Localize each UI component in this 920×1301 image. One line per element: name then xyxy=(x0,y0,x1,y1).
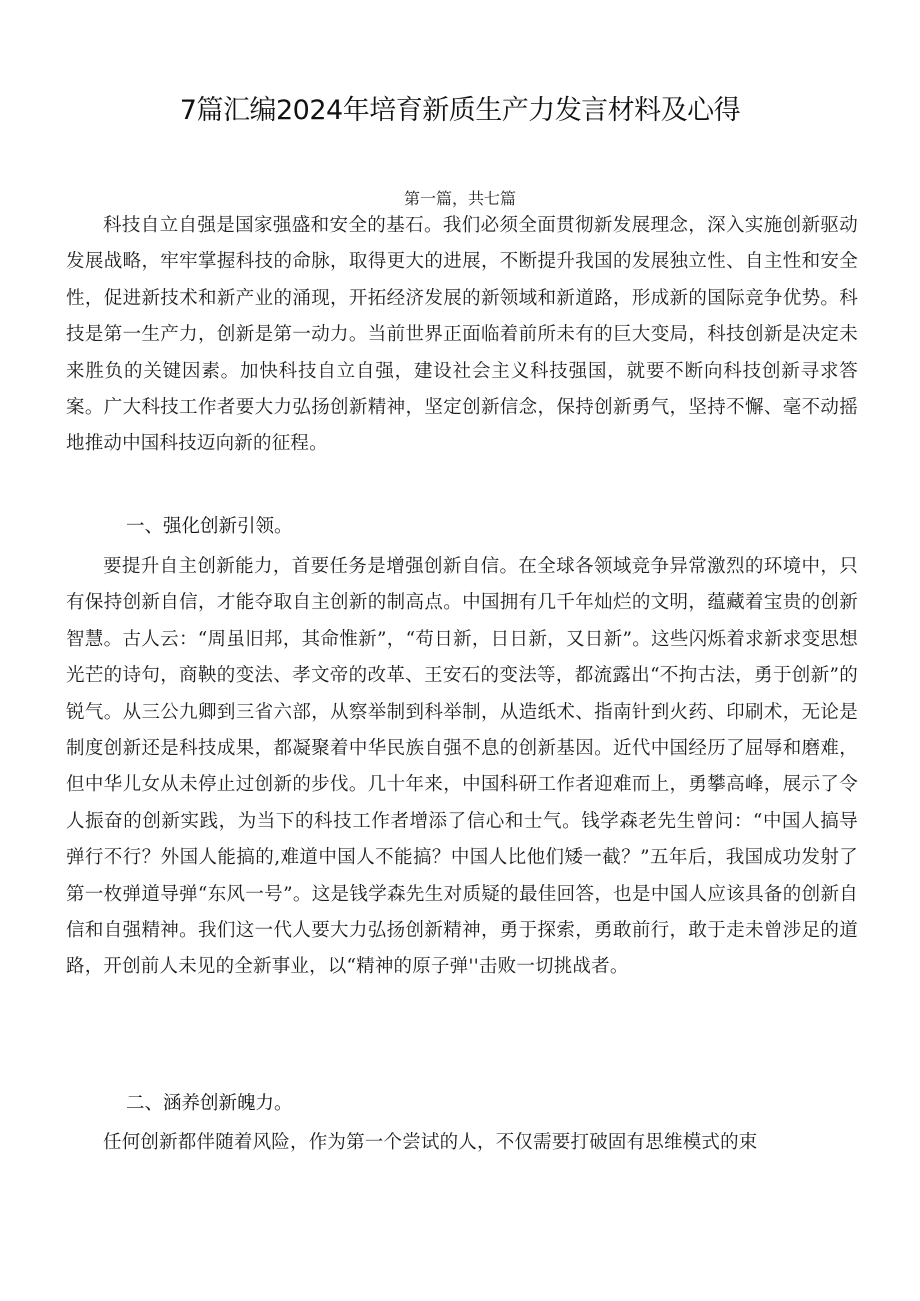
paragraph-section-2: 任何创新都伴随着风险，作为第一个尝试的人，不仅需要打破固有思维模式的束 xyxy=(103,1132,758,1153)
paragraph-intro: 科技自立自强是国家强盛和安全的基石。我们必须全面贯彻新发展理念，深入实施创新驱动发展战略，牢牢掌握科技的命脉，取得更大的进展，不断提升我国的发展独立性、自主性和安全性，促进新技术和新产业的涌现，开拓经济发展的新领域和新道路，形成新的国际竞争优势。科技是第一生产力，创新是第一动力。当前世界正面临着前所未有的巨大变局，科技创新是决定未来胜负的关键因素。加快科技自立自强，建设社会主义科技强国，就要不断向科技创新寻求答案。广大科技工作者要大力弘扬创新精神，坚定创新信念，保持创新勇气，坚持不懈、毫不动摇地推动中国科技迈向新的征程。 xyxy=(66,215,858,455)
document-title: 7篇汇编2024年培育新质生产力发言材料及心得 xyxy=(179,95,741,126)
section-heading-1: 一、强化创新引领。 xyxy=(126,516,293,537)
paragraph-section-1: 要提升自主创新能力，首要任务是增强创新自信。在全球各领域竞争异常激烈的环境中，只有保持创新自信，才能夺取自主创新的制高点。中国拥有几千年灿烂的文明，蕴藏着宝贵的创新智慧。古人云：“周虽旧邦，其命惟新”，“苟日新，日日新，又日新”。这些闪烁着求新求变思想光芒的诗句，商鞅的变法、孝文帝的改革、王安石的变法等，都流露出“不拘古法，勇于创新”的锐气。从三公九卿到三省六部，从察举制到科举制，从造纸术、指南针到火药、印刷术，无论是制度创新还是科技成果，都凝聚着中华民族自强不息的创新基因。近代中国经历了屈辱和磨难，但中华儿女从未停止过创新的步伐。几十年来，中国科研工作者迎难而上，勇攀高峰，展示了令人振奋的创新实践，为当下的科技工作者增添了信心和士气。钱学森老先生曾问：“中国人搞导弹行不行？外国人能搞的,难道中国人不能搞？中国人比他们矮一截？”五年后，我国成功发射了第一枚弹道导弹“东风一号”。这是钱学森先生对质疑的最佳回答，也是中国人应该具备的创新自信和自强精神。我们这一代人要大力弘扬创新精神，勇于探索，勇敢前行，敢于走未曾涉足的道路，开创前人未见的全新事业，以“精神的原子弹''击败一切挑战者。 xyxy=(66,556,858,978)
section-heading-2: 二、涵养创新魄力。 xyxy=(126,1093,293,1114)
document-subtitle: 第一篇，共七篇 xyxy=(403,189,516,208)
